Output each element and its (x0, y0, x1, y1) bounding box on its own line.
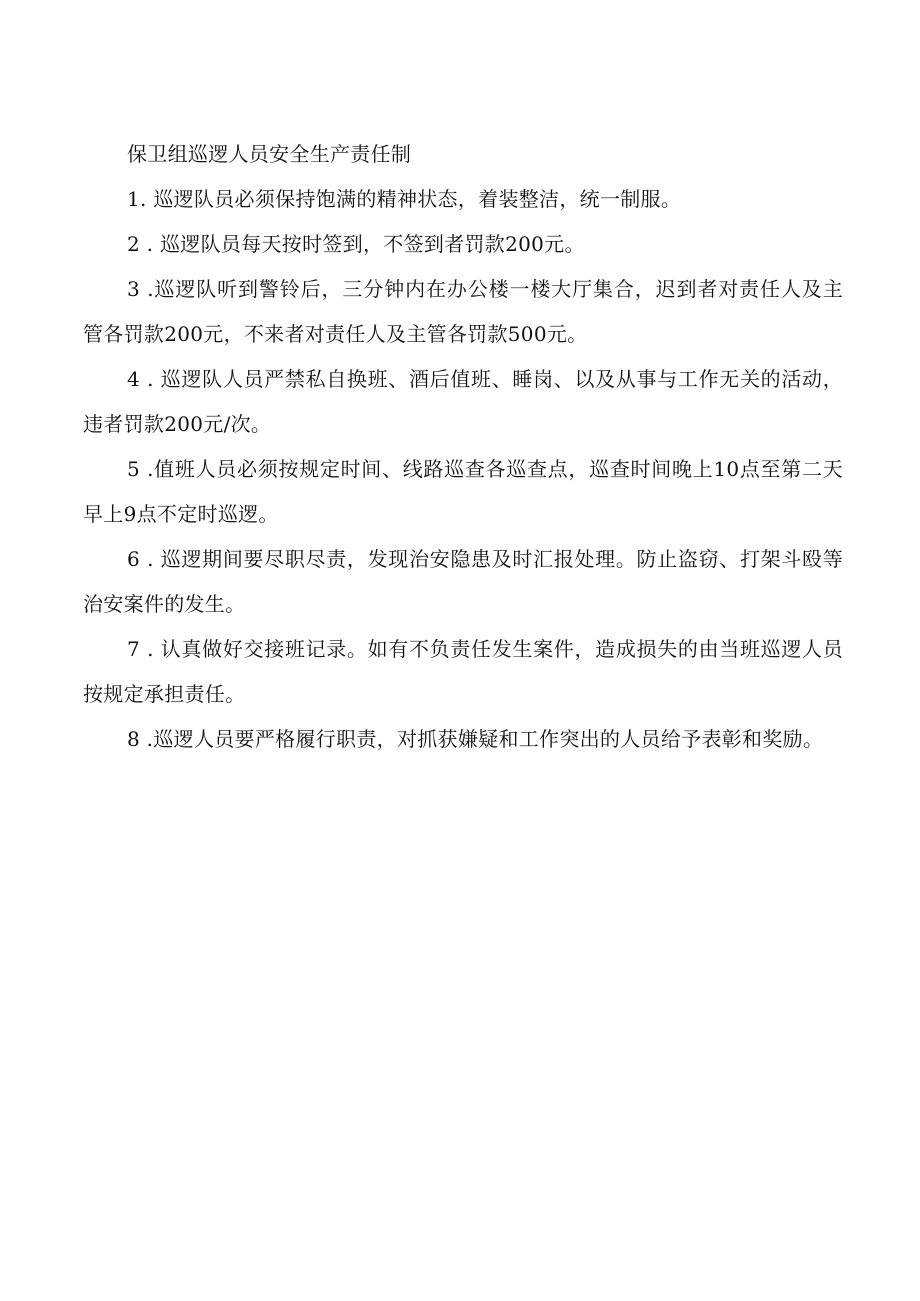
rule-item-6: 6 . 巡逻期间要尽职尽责，发现治安隐患及时汇报处理。防止盗窃、打架斗殴等治安案件的发生。 (83, 547, 843, 616)
rule-item-7: 7 . 认真做好交接班记录。如有不负责任发生案件，造成损失的由当班巡逻人员按规定承担责任。 (83, 637, 843, 706)
rule-item-5: 5 .值班人员必须按规定时间、线路巡查各巡查点，巡查时间晚上10点至第二天早上9点不定时巡逻。 (83, 457, 843, 526)
rule-item-1: 1. 巡逻队员必须保持饱满的精神状态，着装整洁，统一制服。 (127, 187, 682, 211)
rule-item-4: 4 . 巡逻队人员严禁私自换班、酒后值班、睡岗、以及从事与工作无关的活动，违者罚款200元/次。 (83, 367, 843, 436)
rule-item-2: 2 . 巡逻队员每天按时签到，不签到者罚款200元。 (127, 232, 585, 256)
document-body (83, 132, 843, 762)
rule-item-3: 3 .巡逻队听到警铃后，三分钟内在办公楼一楼大厅集合，迟到者对责任人及主管各罚款200元，不来者对责任人及主管各罚款500元。 (83, 277, 843, 346)
document-title: 保卫组巡逻人员安全生产责任制 (127, 142, 412, 166)
rule-item-8: 8 .巡逻人员要严格履行职责，对抓获嫌疑和工作突出的人员给予表彰和奖励。 (127, 727, 824, 751)
